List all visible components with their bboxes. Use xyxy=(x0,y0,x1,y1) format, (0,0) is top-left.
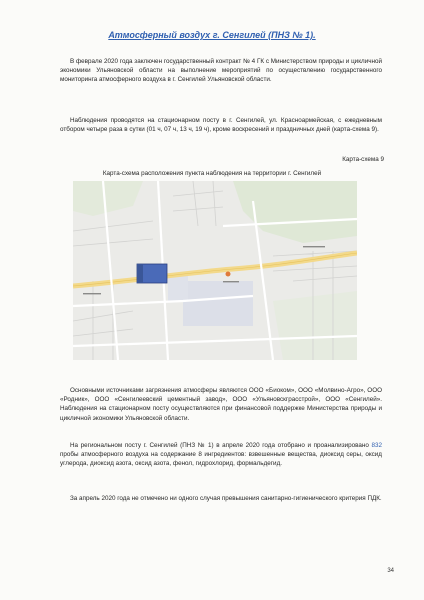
map-image xyxy=(73,181,357,360)
section-title: Атмосферный воздух г. Сенгилей (ПНЗ № 1). xyxy=(108,30,316,40)
paragraph-samples xyxy=(60,441,382,469)
paragraph-observations: Наблюдения проводятся на стационарном посту в г. Сенгилей, ул. Красноармейская, с ежедневным отбором четыре раза в сутки (01 ч, 07 ч, 13 ч, 19 ч), кроме воскресений и праздничных дней (карта-схема 9). xyxy=(60,117,382,134)
paragraph-sources: Основными источниками загрязнения атмосферы являются ООО «Биоком», ООО «Молвино-Агро», ООО «Родник», ООО «Сенгилеевский цементный завод», ООО «Ульяновскграсстрой», ООО «Сенгилей». Наблюдения на стационарном посту осуществляются при финансовой поддержке Министерства природы и цикличной экономики Ульяновской области. xyxy=(60,387,382,422)
map-label: Карта-схема 9 xyxy=(342,156,384,163)
paragraph-contract: В феврале 2020 года заключен государственный контракт № 4 ГК с Министерством природы и цикличной экономики Ульяновской области на выполнение мероприятий по осуществлению государственного мониторинга атмосферного воздуха в г. Сенгилей Ульяновской области. xyxy=(60,58,382,84)
samples-text-before: На региональном посту г. Сенгилей (ПНЗ № 1) в апреле 2020 года отобрано и проанализировано xyxy=(70,442,372,449)
location-map xyxy=(73,181,357,360)
map-caption: Карта-схема расположения пункта наблюдения на территории г. Сенгилей xyxy=(102,170,322,177)
samples-text-after: пробы атмосферного воздуха на содержание 8 ингредиентов: взвешенные вещества, диоксид серы, оксид углерода, диоксид азота, оксид азота, фенол, гидрохлорид, формальдегид. xyxy=(60,451,382,468)
page-number: 34 xyxy=(387,568,394,574)
samples-count: 832 xyxy=(371,442,382,449)
paragraph-conclusion: За апрель 2020 года не отмечено ни одного случая превышения санитарно-гигиенического критерия ПДК. xyxy=(70,495,382,502)
